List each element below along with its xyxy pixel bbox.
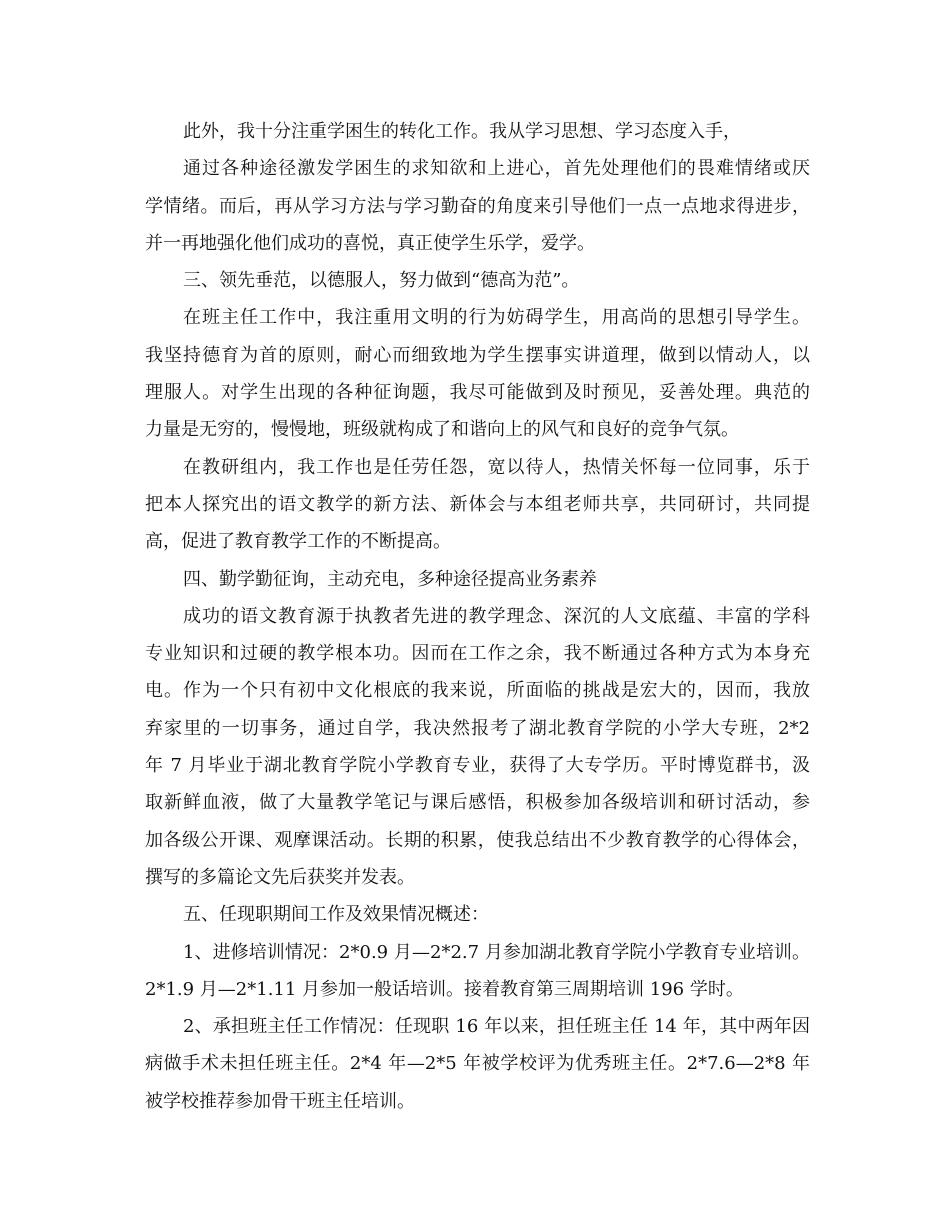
text-line: 1、进修培训情况：2*0.9 月—2*2.7 月参加湖北教育学院小学教育专业培训。 xyxy=(183,941,810,963)
text-line: 三、领先垂范，以德服人，努力做到“德高为范”。 xyxy=(183,270,580,292)
text-line: 四、勤学勤征询，主动充电，多种途径提高业务素养 xyxy=(183,568,597,590)
text-line: 五、任现职期间工作及效果情况概述： xyxy=(183,904,489,926)
text-line: 在教研组内，我工作也是任劳任怨，宽以待人，热情关怀每一位同事，乐于 xyxy=(183,456,810,478)
text-line: 理服人。对学生出现的各种征询题，我尽可能做到及时预见，妥善处理。典范的 xyxy=(145,382,810,404)
text-line: 此外，我十分注重学困生的转化工作。我从学习思想、学习态度入手， xyxy=(183,121,741,142)
text-line: 专业知识和过硬的教学根本功。因而在工作之余，我不断通过各种方式为本身充 xyxy=(145,643,810,665)
text-line: 加各级公开课、观摩课活动。长期的积累，使我总结出不少教育教学的心得体会， xyxy=(145,829,810,851)
text-line: 并一再地强化他们成功的喜悦，真正使学生乐学，爱学。 xyxy=(145,232,595,254)
text-line: 在班主任工作中，我注重用文明的行为妨碍学生，用高尚的思想引导学生。 xyxy=(183,307,810,329)
text-line: 高，促进了教育教学工作的不断提高。 xyxy=(145,531,451,553)
text-line: 2*1.9 月—2*1.11 月参加一般话培训。接着教育第三周期培训 196 学时。 xyxy=(145,978,744,1000)
text-line: 撰写的多篇论文先后获奖并发表。 xyxy=(145,866,415,888)
text-line: 成功的语文教育源于执教者先进的教学理念、深沉的人文底蕴、丰富的学科 xyxy=(183,605,810,627)
text-line: 通过各种途径激发学困生的求知欲和上进心，首先处理他们的畏难情绪或厌 xyxy=(183,158,810,180)
text-line: 力量是无穷的，慢慢地，班级就构成了和谐向上的风气和良好的竞争气氛。 xyxy=(145,419,739,441)
text-line: 学情绪。而后，再从学习方法与学习勤奋的角度来引导他们一点一点地求得进步， xyxy=(145,195,810,217)
text-line: 被学校推荐参加骨干班主任培训。 xyxy=(145,1090,415,1112)
text-line: 我坚持德育为首的原则，耐心而细致地为学生摆事实讲道理，做到以情动人，以 xyxy=(145,344,810,366)
text-line: 取新鲜血液，做了大量教学笔记与课后感悟，积极参加各级培训和研讨活动，参 xyxy=(145,792,810,814)
text-line: 弃家里的一切事务，通过自学，我决然报考了湖北教育学院的小学大专班，2*2 xyxy=(145,717,810,739)
text-line: 2、承担班主任工作情况：任现职 16 年以来，担任班主任 14 年，其中两年因 xyxy=(183,1016,810,1038)
text-line: 电。作为一个只有初中文化根底的我来说，所面临的挑战是宏大的，因而，我放 xyxy=(145,680,810,702)
text-line: 年 7 月毕业于湖北教育学院小学教育专业，获得了大专学历。平时博览群书，汲 xyxy=(145,755,810,777)
document-page xyxy=(145,113,810,1120)
text-line: 病做手术未担任班主任。2*4 年—2*5 年被学校评为优秀班主任。2*7.6—2*8 年 xyxy=(145,1053,810,1075)
text-line: 把本人探究出的语文教学的新方法、新体会与本组老师共享，共同研讨，共同提 xyxy=(145,493,810,515)
